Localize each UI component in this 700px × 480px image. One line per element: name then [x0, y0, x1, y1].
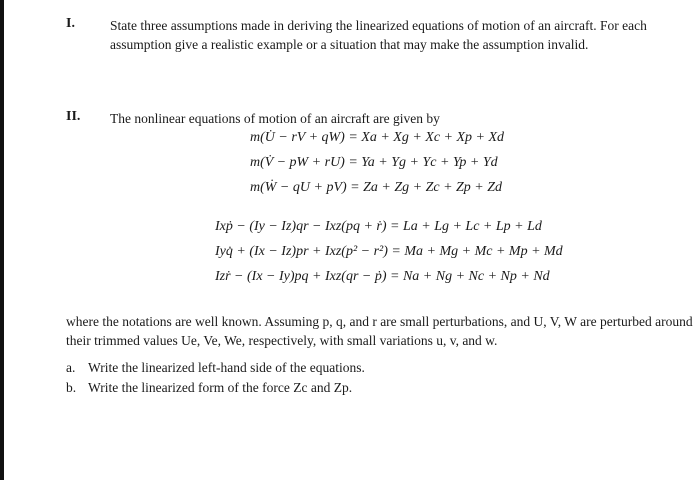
- where-text-line-1: where the notations are well known. Assuming p, q, and r are small perturbations, and U, V, W are perturbed around: [66, 314, 693, 329]
- where-text-line-2: their trimmed values Ue, Ve, We, respectively, with small variations u, v, and w.: [66, 333, 498, 348]
- question-1-number: I.: [66, 16, 75, 31]
- sub-question-a-text: Write the linearized left-hand side of the equations.: [88, 360, 365, 375]
- sub-question-b: [66, 380, 352, 396]
- sub-question-a-label: a.: [66, 360, 76, 375]
- moment-equation-m: Iyq̇ + (Ix − Iz)pr + Ixz(p² − r²) = Ma + Mg + Mc + Mp + Md: [215, 244, 563, 259]
- question-1-text: State three assumptions made in deriving the linearized equations of motion of an aircraft. For each assumption give a realistic example or a situation that may make the assumption invalid.: [110, 18, 647, 52]
- sub-question-a: [66, 360, 365, 376]
- force-equation-x: m(U̇ − rV + qW) = Xa + Xg + Xc + Xp + Xd: [250, 130, 505, 145]
- left-border: [0, 0, 4, 480]
- force-equation-y: m(V̇ − pW + rU) = Ya + Yg + Yc + Yp + Yd: [250, 155, 498, 170]
- sub-question-b-label: b.: [66, 380, 77, 395]
- question-2-intro: The nonlinear equations of motion of an aircraft are given by: [110, 111, 440, 126]
- force-equation-z: m(Ẇ − qU + pV) = Za + Zg + Zc + Zp + Zd: [250, 180, 503, 195]
- moment-equation-n: Izṙ − (Ix − Iy)pq + Ixz(qr − ṗ) = Na + Ng + Nc + Np + Nd: [215, 269, 550, 284]
- question-2-number: II.: [66, 109, 81, 124]
- moment-equation-l: Ixṗ − (Iy − Iz)qr − Ixz(pq + ṙ) = La + Lg + Lc + Lp + Ld: [215, 219, 542, 234]
- sub-question-b-text: Write the linearized form of the force Zc and Zp.: [88, 380, 353, 395]
